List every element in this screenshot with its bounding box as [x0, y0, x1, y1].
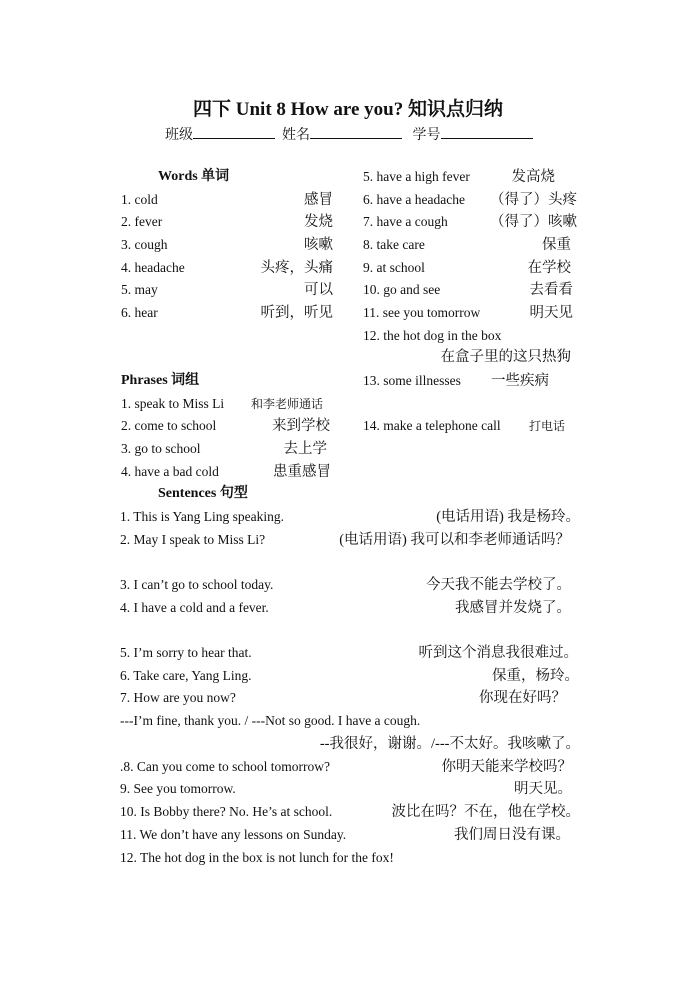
- sentence-item: 9. See you tomorrow. 明天见。: [120, 781, 572, 797]
- sentence-item: 11. We don’t have any lessons on Sunday. 我们周日没有课。: [120, 827, 570, 843]
- sentence-item: .8. Can you come to school tomorrow? 你明天能来学校吗？: [120, 759, 572, 775]
- word-item: 3. cough 咳嗽: [121, 237, 333, 253]
- right-item: 9. at school 在学校: [363, 260, 571, 276]
- word-item: 1. cold 感冒: [121, 192, 333, 208]
- sentence-item: --我很好，谢谢。/---不太好。我咳嗽了。: [319, 736, 580, 752]
- id-blank: [441, 125, 533, 139]
- sentence-item: 10. Is Bobby there? No. He’s at school. 波比在吗？不在，他在学校。: [120, 804, 580, 820]
- page-title: 四下 Unit 8 How are you? 知识点归纳: [193, 99, 503, 120]
- right-item: 5. have a high fever 发高烧: [363, 169, 555, 185]
- right-item: 7. have a cough （得了）咳嗽: [363, 214, 577, 230]
- word-item: 2. fever 发烧: [121, 214, 333, 230]
- right-item: 11. see you tomorrow 明天见: [363, 305, 573, 321]
- word-item: 5. may 可以: [121, 282, 333, 298]
- sentences-heading: Sentences 句型: [158, 486, 248, 501]
- right-item: 13. some illnesses 一些疾病: [363, 373, 549, 389]
- name-label: 姓名: [282, 128, 310, 143]
- student-info-line: [165, 124, 533, 144]
- word-item: 6. hear 听到，听见: [121, 305, 333, 321]
- sentence-item: 1. This is Yang Ling speaking. (电话用语) 我是杨玲。: [120, 509, 580, 525]
- class-blank: [193, 125, 275, 139]
- right-item: 12. the hot dog in the box: [363, 328, 502, 343]
- phrase-item: 1. speak to Miss Li 和李老师通话: [121, 396, 323, 411]
- word-item: 4. headache 头疼，头痛: [121, 260, 333, 276]
- sentence-item: 4. I have a cold and a fever. 我感冒并发烧了。: [120, 600, 571, 616]
- sentence-item: 3. I can’t go to school today. 今天我不能去学校了。: [120, 577, 571, 593]
- right-item: 8. take care 保重: [363, 237, 571, 253]
- sentence-item: ---I’m fine, thank you. / ---Not so good. I have a cough.: [120, 713, 421, 728]
- sentence-item: 6. Take care, Yang Ling. 保重，杨玲。: [120, 668, 579, 684]
- phrases-heading: Phrases 词组: [121, 373, 200, 388]
- id-label: 学号: [412, 128, 441, 143]
- phrase-item: 3. go to school 去上学: [121, 441, 327, 457]
- sentence-item: 7. How are you now? 你现在好吗？: [120, 690, 566, 706]
- words-heading: Words 单词: [158, 169, 230, 184]
- sentence-item: 2. May I speak to Miss Li? (电话用语) 我可以和李老师通话吗？: [120, 532, 570, 548]
- phrase-item: 2. come to school 来到学校: [121, 418, 330, 434]
- class-label: 班级: [165, 128, 193, 143]
- right-item: 在盒子里的这只热狗: [440, 349, 571, 365]
- phrase-item: 4. have a bad cold 患重感冒: [121, 464, 331, 480]
- name-blank: [310, 125, 402, 139]
- right-item: 10. go and see 去看看: [363, 282, 573, 298]
- right-item: 6. have a headache （得了）头疼: [363, 192, 577, 208]
- sentence-item: 5. I’m sorry to hear that. 听到这个消息我很难过。: [120, 645, 578, 661]
- sentence-item: 12. The hot dog in the box is not lunch for the fox!: [120, 850, 394, 865]
- right-item: 14. make a telephone call 打电话: [363, 418, 565, 433]
